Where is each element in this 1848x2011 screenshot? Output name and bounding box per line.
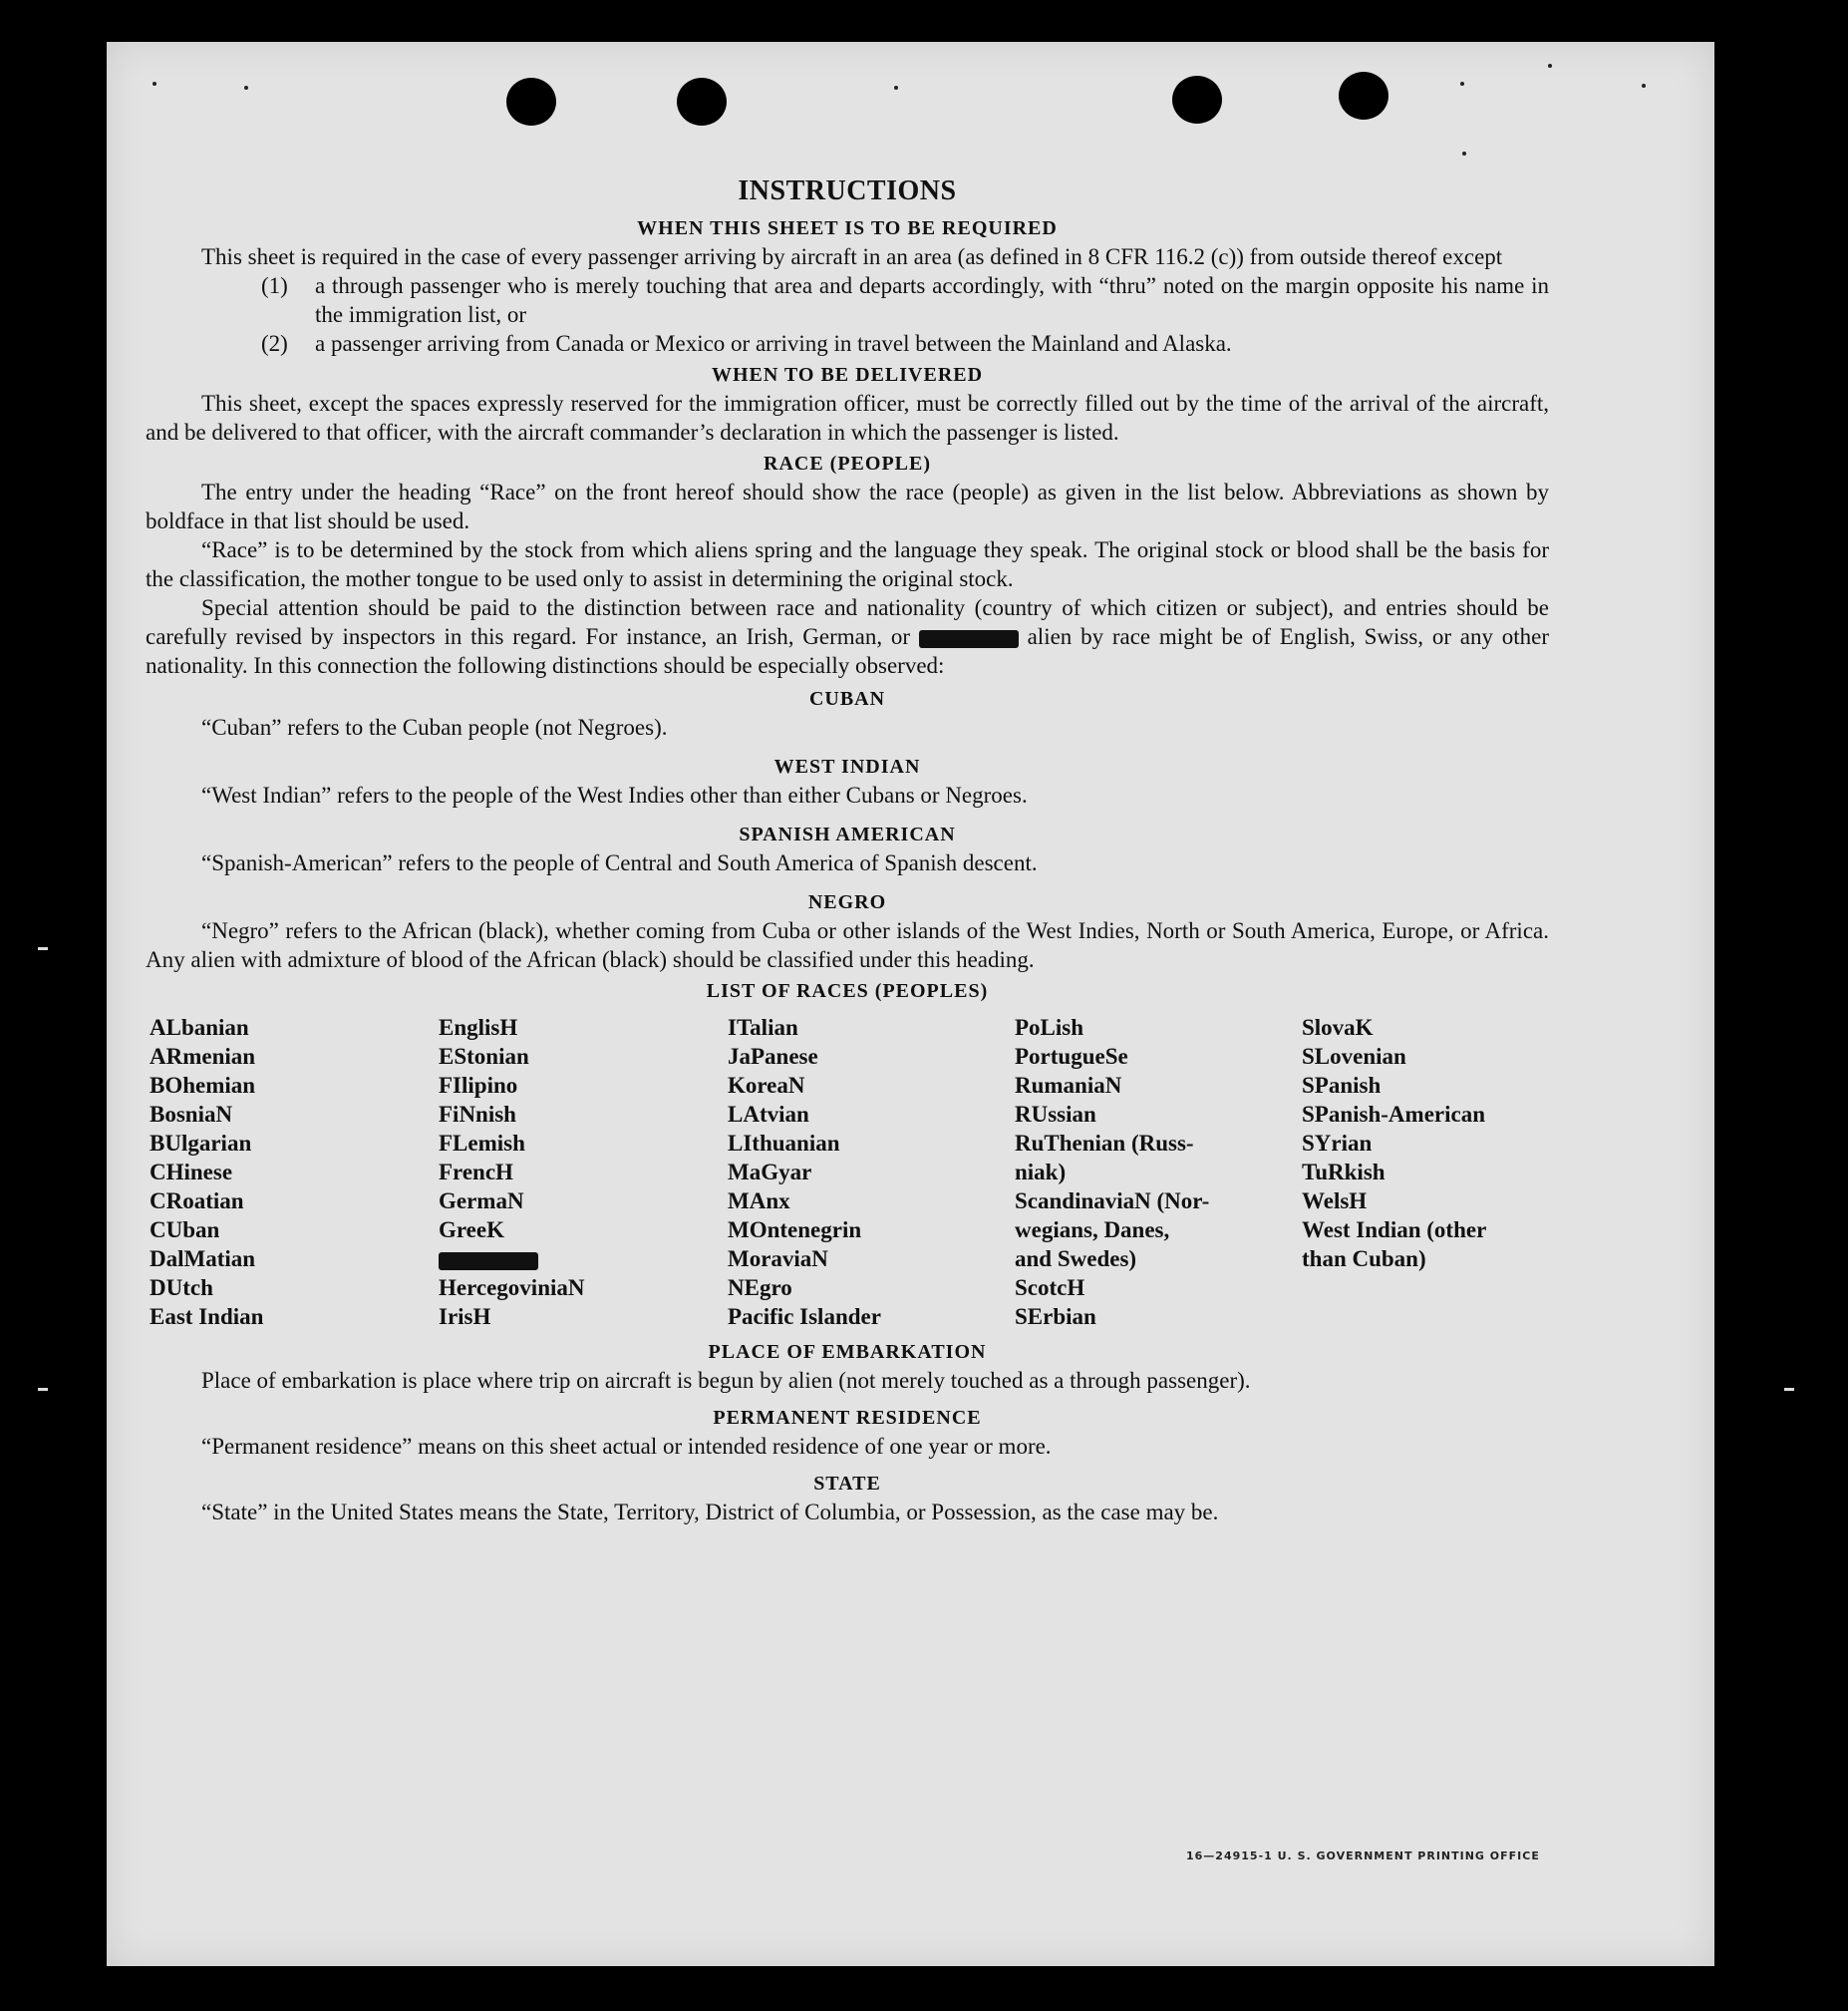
- race-entry: GermaN: [439, 1188, 524, 1213]
- race-entry: RumaniaN: [1015, 1073, 1122, 1098]
- race-entry: RuThenian (Russ- niak): [1015, 1131, 1194, 1184]
- paragraph-race-3-start: Special attention should be paid to the distinction between race and nationality (country of which citizen or subject), and entries should be carefully revised by inspectors in this regard. For instance, an Irish, German, or: [146, 595, 1549, 649]
- race-entry: SLovenian: [1302, 1044, 1406, 1069]
- paragraph-when-delivered: This sheet, except the spaces expressly reserved for the immigration officer, must be correctly filled out by the time of the arrival of the aircraft, and be delivered to that officer, with the aircraft commander’s declaration in which the passenger is listed.: [146, 391, 1549, 445]
- section-heading-place-of-embarkation: PLACE OF EMBARKATION: [708, 1341, 987, 1363]
- section-heading-when-delivered: WHEN TO BE DELIVERED: [711, 364, 984, 386]
- race-entry: MoraviaN: [728, 1246, 828, 1271]
- section-heading-race: RACE (PEOPLE): [764, 453, 931, 475]
- item-text: a through passenger who is merely touching that area and departs accordingly, with “thru” noted on the margin opposite his name in the immigration list, or: [315, 273, 1549, 327]
- punch-hole: [677, 78, 727, 126]
- section-heading-cuban: CUBAN: [808, 688, 886, 710]
- race-entry: SPanish: [1302, 1073, 1382, 1098]
- race-entry: LAtvian: [728, 1102, 809, 1127]
- punch-hole: [1172, 76, 1222, 124]
- dust-speck: [153, 82, 156, 86]
- instructions-content: [146, 171, 1549, 1526]
- race-column: [439, 1013, 728, 1331]
- race-entry: LIthuanian: [728, 1131, 840, 1156]
- redaction-mark: [919, 630, 1019, 648]
- margin-mark: [1784, 1388, 1794, 1391]
- race-entry: WelsH: [1302, 1188, 1368, 1213]
- printing-office-code: 16—24915-1 U. S. GOVERNMENT PRINTING OFFICE: [1186, 1849, 1540, 1862]
- paragraph-state: “State” in the United States means the State, Territory, District of Columbia, or Possession, as the case may be.: [201, 1500, 1219, 1524]
- race-entry: NEgro: [728, 1275, 792, 1300]
- paragraph-race-3-end: alien by race might be of English, Swiss, or any other nationality. In this connection the following distinctions should be especially observed:: [146, 624, 1550, 678]
- item-number: (1): [261, 273, 288, 298]
- race-entry: BUlgarian: [150, 1131, 252, 1156]
- race-entry: JaPanese: [728, 1044, 818, 1069]
- race-entry-redacted: [439, 1244, 728, 1273]
- dust-speck: [1460, 82, 1464, 86]
- race-entry: SYrian: [1302, 1131, 1373, 1156]
- race-entry: Pacific Islander: [728, 1304, 881, 1329]
- section-heading-when-required: WHEN THIS SHEET IS TO BE REQUIRED: [637, 217, 1058, 239]
- race-entry: FrencH: [439, 1160, 513, 1184]
- paragraph-spanish-american: “Spanish-American” refers to the people of Central and South America of Spanish descent.: [201, 850, 1038, 875]
- race-entry: ScotcH: [1015, 1275, 1085, 1300]
- margin-mark: [38, 1388, 48, 1391]
- paragraph-cuban: “Cuban” refers to the Cuban people (not Negroes).: [201, 715, 668, 740]
- race-entry: RUssian: [1015, 1102, 1096, 1127]
- race-entry: PoLish: [1015, 1015, 1084, 1040]
- race-column: [728, 1013, 1015, 1331]
- paragraph-negro: “Negro” refers to the African (black), whether coming from Cuba or other islands of the West Indies, North or South America, Europe, or Africa. Any alien with admixture of blood of the African (black) should be classified under this heading.: [146, 918, 1549, 972]
- dust-speck: [1462, 152, 1466, 156]
- race-entry: East Indian: [150, 1304, 264, 1329]
- paragraph-race-3: [146, 593, 1549, 680]
- race-entry: PortugueSe: [1015, 1044, 1128, 1069]
- paragraph-west-indian: “West Indian” refers to the people of the West Indies other than either Cubans or Negroes.: [201, 783, 1028, 808]
- race-entry: BOhemian: [150, 1073, 256, 1098]
- dust-speck: [244, 86, 248, 90]
- section-heading-spanish-american: SPANISH AMERICAN: [739, 824, 956, 845]
- race-entry: West Indian (other than Cuban): [1302, 1217, 1487, 1271]
- race-entry: MAnx: [728, 1188, 790, 1213]
- section-heading-west-indian: WEST INDIAN: [773, 756, 921, 778]
- race-list: [150, 1013, 1549, 1331]
- race-entry: EStonian: [439, 1044, 529, 1069]
- race-entry: ScandinaviaN (Nor- wegians, Danes, and Swedes): [1015, 1188, 1210, 1271]
- paragraph-when-required: This sheet is required in the case of every passenger arriving by aircraft in an area (as defined in 8 CFR 116.2 (c)) from outside thereof except: [201, 244, 1503, 269]
- margin-mark: [38, 947, 48, 950]
- race-entry: KoreaN: [728, 1073, 805, 1098]
- section-heading-negro: NEGRO: [807, 891, 887, 913]
- race-entry: FiNnish: [439, 1102, 516, 1127]
- race-entry: MOntenegrin: [728, 1217, 862, 1242]
- race-entry: IrisH: [439, 1304, 491, 1329]
- item-number: (2): [261, 331, 288, 356]
- dust-speck: [1548, 64, 1552, 68]
- race-entry: BosniaN: [150, 1102, 233, 1127]
- page-title: INSTRUCTIONS: [738, 175, 957, 206]
- race-entry: EnglisH: [439, 1015, 518, 1040]
- paragraph-place-of-embarkation: Place of embarkation is place where trip on aircraft is begun by alien (not merely touched as a through passenger).: [201, 1368, 1251, 1393]
- section-heading-permanent-residence: PERMANENT RESIDENCE: [713, 1407, 982, 1429]
- race-entry: ALbanian: [150, 1015, 249, 1040]
- race-entry: SPanish-American: [1302, 1102, 1485, 1127]
- race-column: [1302, 1013, 1553, 1331]
- list-item: [146, 329, 1549, 358]
- race-entry: CRoatian: [150, 1188, 244, 1213]
- race-entry: DalMatian: [150, 1246, 256, 1271]
- paragraph-permanent-residence: “Permanent residence” means on this sheet actual or intended residence of one year or more.: [201, 1434, 1052, 1459]
- dust-speck: [1642, 84, 1646, 88]
- paragraph-race-1: The entry under the heading “Race” on the front hereof should show the race (people) as given in the list below. Abbreviations as shown by boldface in that list should be used.: [146, 480, 1549, 533]
- race-entry: SlovaK: [1302, 1015, 1374, 1040]
- race-entry: FLemish: [439, 1131, 525, 1156]
- race-entry: FIlipino: [439, 1073, 518, 1098]
- race-column: [150, 1013, 439, 1331]
- punch-hole: [506, 78, 556, 126]
- race-entry: GreeK: [439, 1217, 504, 1242]
- race-entry: ITalian: [728, 1015, 798, 1040]
- race-entry: CUban: [150, 1217, 220, 1242]
- section-heading-state: STATE: [813, 1473, 881, 1495]
- redaction-mark: [439, 1252, 538, 1270]
- paragraph-race-2: “Race” is to be determined by the stock from which aliens spring and the language they speak. The original stock or blood shall be the basis for the classification, the mother tongue to be used only to assist in determining the original stock.: [146, 537, 1549, 591]
- race-entry: ARmenian: [150, 1044, 256, 1069]
- race-entry: HercegoviniaN: [439, 1275, 585, 1300]
- race-entry: MaGyar: [728, 1160, 812, 1184]
- race-column: [1015, 1013, 1302, 1331]
- punch-hole: [1339, 72, 1388, 120]
- race-entry: DUtch: [150, 1275, 213, 1300]
- dust-speck: [894, 86, 898, 90]
- race-entry: CHinese: [150, 1160, 233, 1184]
- section-heading-list-of-races: LIST OF RACES (PEOPLES): [706, 980, 989, 1002]
- race-entry: TuRkish: [1302, 1160, 1386, 1184]
- list-item: [146, 271, 1549, 329]
- race-entry: SErbian: [1015, 1304, 1096, 1329]
- item-text: a passenger arriving from Canada or Mexico or arriving in travel between the Mainland and Alaska.: [315, 331, 1232, 356]
